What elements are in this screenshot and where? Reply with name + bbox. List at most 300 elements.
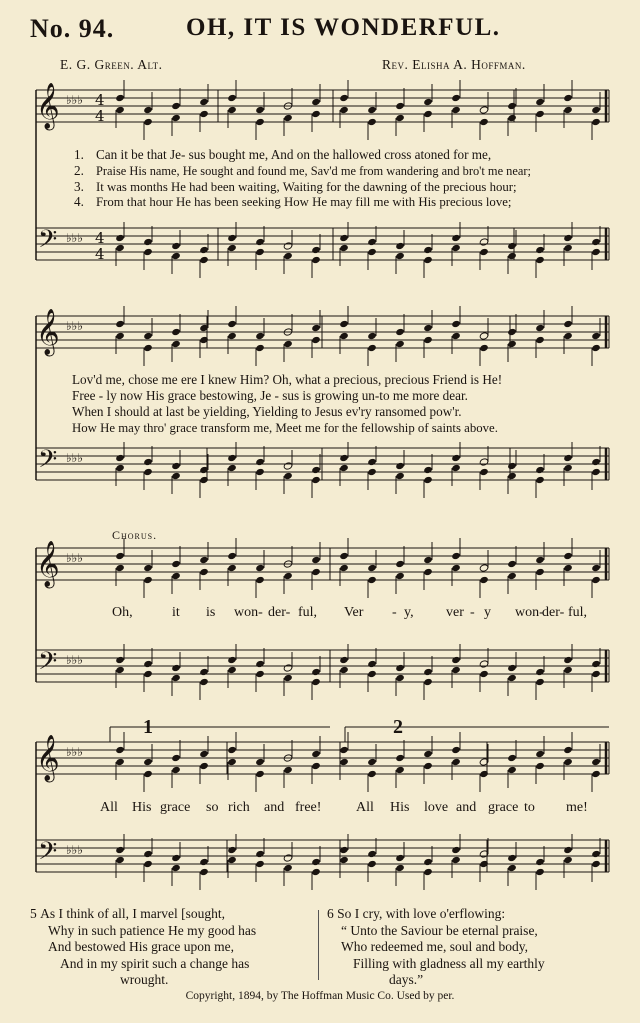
note-head	[311, 858, 321, 866]
note-head	[227, 552, 237, 560]
note-head	[283, 674, 293, 682]
note-head	[591, 118, 601, 126]
note-head	[507, 674, 517, 682]
note-head	[395, 340, 405, 348]
note-head	[199, 110, 209, 118]
note-head	[143, 118, 153, 126]
note-head	[339, 244, 349, 252]
note-head	[395, 328, 405, 336]
note-head	[171, 472, 181, 480]
note-head	[451, 846, 461, 854]
note-head	[423, 256, 433, 264]
note-head	[479, 238, 489, 246]
note-head	[199, 256, 209, 264]
lyric-syllable: it	[172, 605, 180, 620]
note-head	[283, 252, 293, 260]
note-head	[563, 234, 573, 242]
note-head	[367, 248, 377, 256]
note-head	[535, 868, 545, 876]
note-head	[339, 746, 349, 754]
note-head	[199, 762, 209, 770]
note-head	[563, 564, 573, 572]
note-head	[507, 102, 517, 110]
note-head	[507, 854, 517, 862]
note-head	[535, 556, 545, 564]
note-head	[171, 560, 181, 568]
note-head	[423, 556, 433, 564]
key-signature: ♭♭♭	[66, 93, 83, 107]
note-head	[563, 464, 573, 472]
note-head	[171, 252, 181, 260]
note-head	[255, 660, 265, 668]
note-head	[451, 464, 461, 472]
note-head	[591, 332, 601, 340]
note-head	[311, 98, 321, 106]
note-head	[423, 668, 433, 676]
note-head	[479, 564, 489, 572]
verse-2-line-2: Free - ly now His grace bestowing, Je - sus is growing un-to me more dear.	[72, 388, 468, 403]
note-head	[339, 454, 349, 462]
treble-clef: 𝄞	[36, 309, 60, 355]
note-head	[479, 576, 489, 584]
note-head	[143, 106, 153, 114]
note-head	[255, 458, 265, 466]
note-head	[115, 94, 125, 102]
note-head	[227, 454, 237, 462]
note-head	[591, 576, 601, 584]
note-head	[451, 454, 461, 462]
note-head	[563, 552, 573, 560]
note-head	[535, 98, 545, 106]
note-head	[423, 750, 433, 758]
note-head	[115, 564, 125, 572]
note-head	[339, 666, 349, 674]
note-head	[395, 864, 405, 872]
key-signature: ♭♭♭	[66, 451, 83, 465]
copyright-notice: Copyright, 1894, by The Hoffman Music Co. Used by per.	[185, 990, 455, 1002]
lyric-syllable: won-	[234, 605, 263, 620]
note-head	[591, 468, 601, 476]
note-head	[535, 476, 545, 484]
note-head	[255, 860, 265, 868]
treble-clef: 𝄞	[36, 541, 60, 587]
stanza-5: 5 As I think of all, I marvel [sought, Why in such patience He my good has And bestowed His grace upon me, And in my spirit such a change has wrought.	[30, 906, 257, 987]
note-head	[451, 856, 461, 864]
note-head	[115, 846, 125, 854]
key-signature: ♭♭♭	[66, 653, 83, 667]
note-head	[591, 770, 601, 778]
note-head	[591, 660, 601, 668]
note-head	[115, 320, 125, 328]
note-head	[479, 660, 489, 668]
note-head	[535, 256, 545, 264]
note-head	[423, 568, 433, 576]
note-head	[311, 110, 321, 118]
note-head	[255, 248, 265, 256]
verse-4-line-2: How He may thro' grace transform me, Meet me for the fellowship of saints above.	[72, 421, 498, 435]
note-head	[115, 332, 125, 340]
note-head	[451, 552, 461, 560]
note-head	[367, 468, 377, 476]
note-head	[283, 664, 293, 672]
note-head	[479, 458, 489, 466]
lyric-syllable: grace	[488, 800, 519, 815]
note-head	[395, 674, 405, 682]
note-head	[507, 462, 517, 470]
note-head	[339, 106, 349, 114]
note-head	[255, 564, 265, 572]
note-head	[591, 564, 601, 572]
note-head	[227, 666, 237, 674]
note-head	[199, 668, 209, 676]
note-head	[143, 576, 153, 584]
note-head	[423, 466, 433, 474]
note-head	[143, 660, 153, 668]
note-head	[507, 664, 517, 672]
note-head	[591, 238, 601, 246]
note-head	[451, 656, 461, 664]
note-head	[143, 670, 153, 678]
note-head	[311, 568, 321, 576]
note-head	[535, 466, 545, 474]
note-head	[115, 106, 125, 114]
stanza-divider	[318, 910, 319, 980]
lyric-syllable: y,	[404, 605, 414, 620]
note-head	[171, 328, 181, 336]
note-head	[423, 246, 433, 254]
note-head	[255, 576, 265, 584]
lyric-syllable: grace	[160, 800, 191, 815]
note-head	[451, 758, 461, 766]
second-ending-number: 2	[393, 716, 403, 738]
note-head	[283, 114, 293, 122]
note-head	[311, 476, 321, 484]
note-head	[227, 234, 237, 242]
note-head	[591, 248, 601, 256]
time-signature: 4	[95, 107, 105, 125]
note-head	[143, 564, 153, 572]
note-head	[423, 762, 433, 770]
note-head	[143, 248, 153, 256]
note-head	[367, 860, 377, 868]
note-head	[143, 344, 153, 352]
note-head	[479, 118, 489, 126]
note-head	[395, 766, 405, 774]
note-head	[283, 766, 293, 774]
note-head	[451, 244, 461, 252]
stanza-6: 6 So I cry, with love o'erflowing: “ Unto the Saviour be eternal praise, Who redeemed me, soul and body, Filling with gladness all my earthly days.”	[327, 906, 545, 987]
note-head	[367, 850, 377, 858]
lyric-syllable: Ver	[344, 605, 364, 620]
note-head	[171, 674, 181, 682]
note-head	[115, 244, 125, 252]
note-head	[227, 746, 237, 754]
note-head	[507, 328, 517, 336]
note-head	[171, 864, 181, 872]
note-head	[199, 556, 209, 564]
note-head	[339, 564, 349, 572]
note-head	[283, 472, 293, 480]
author-credit: Rev. Elisha A. Hoffman.	[382, 57, 526, 72]
note-head	[143, 770, 153, 778]
lyric-syllable: so	[206, 800, 219, 815]
treble-clef: 𝄞	[36, 735, 60, 781]
lyric-syllable: and	[456, 800, 477, 815]
note-head	[283, 340, 293, 348]
note-head	[423, 678, 433, 686]
lyric-syllable: -	[470, 605, 475, 620]
note-head	[451, 106, 461, 114]
note-head	[143, 758, 153, 766]
note-head	[255, 850, 265, 858]
note-head	[115, 856, 125, 864]
note-head	[311, 246, 321, 254]
note-head	[563, 666, 573, 674]
note-head	[227, 656, 237, 664]
bass-clef: 𝄢	[38, 445, 58, 480]
note-head	[535, 568, 545, 576]
lyric-syllable: der-	[542, 605, 565, 620]
note-head	[451, 746, 461, 754]
note-head	[423, 110, 433, 118]
note-head	[535, 668, 545, 676]
note-head	[227, 856, 237, 864]
lyric-syllable: y	[484, 605, 491, 620]
key-signature: ♭♭♭	[66, 843, 83, 857]
note-head	[367, 660, 377, 668]
note-head	[311, 256, 321, 264]
note-head	[283, 572, 293, 580]
note-head	[535, 336, 545, 344]
note-head	[171, 572, 181, 580]
note-head	[143, 458, 153, 466]
note-head	[535, 858, 545, 866]
note-head	[395, 114, 405, 122]
note-head	[563, 94, 573, 102]
note-head	[339, 856, 349, 864]
note-head	[311, 466, 321, 474]
note-head	[367, 576, 377, 584]
note-head	[423, 324, 433, 332]
note-head	[143, 332, 153, 340]
verse-4-line-1: 4. From that hour He has been seeking How He may fill me with His precious love;	[74, 194, 512, 209]
note-head	[171, 766, 181, 774]
note-head	[535, 246, 545, 254]
note-head	[255, 332, 265, 340]
note-head	[535, 762, 545, 770]
note-head	[283, 854, 293, 862]
note-head	[115, 666, 125, 674]
note-head	[115, 746, 125, 754]
note-head	[507, 472, 517, 480]
note-head	[451, 234, 461, 242]
note-head	[479, 670, 489, 678]
note-head	[395, 252, 405, 260]
note-head	[451, 666, 461, 674]
note-head	[311, 324, 321, 332]
note-head	[339, 320, 349, 328]
note-head	[143, 238, 153, 246]
note-head	[395, 664, 405, 672]
note-head	[227, 464, 237, 472]
lyric-syllable: His	[390, 800, 410, 815]
note-head	[591, 860, 601, 868]
note-head	[255, 670, 265, 678]
note-head	[591, 850, 601, 858]
note-head	[367, 758, 377, 766]
note-head	[423, 336, 433, 344]
lyric-syllable: der-	[268, 605, 291, 620]
note-head	[199, 98, 209, 106]
note-head	[339, 552, 349, 560]
note-head	[507, 754, 517, 762]
time-signature: 4	[95, 91, 105, 109]
note-head	[479, 344, 489, 352]
note-head	[227, 332, 237, 340]
note-head	[311, 556, 321, 564]
bass-clef: 𝄢	[38, 647, 58, 682]
note-head	[395, 854, 405, 862]
note-head	[311, 868, 321, 876]
note-head	[311, 750, 321, 758]
note-head	[479, 468, 489, 476]
note-head	[255, 238, 265, 246]
key-signature: ♭♭♭	[66, 551, 83, 565]
lyric-syllable: won-	[515, 605, 544, 620]
note-head	[535, 678, 545, 686]
note-head	[367, 670, 377, 678]
note-head	[171, 340, 181, 348]
note-head	[339, 94, 349, 102]
note-head	[227, 106, 237, 114]
note-head	[451, 320, 461, 328]
note-head	[283, 864, 293, 872]
lyric-syllable: All	[100, 800, 118, 815]
note-head	[171, 114, 181, 122]
note-head	[199, 858, 209, 866]
note-head	[367, 118, 377, 126]
note-head	[563, 244, 573, 252]
note-head	[115, 552, 125, 560]
note-head	[227, 320, 237, 328]
lyric-syllable: ful,	[298, 605, 318, 620]
note-head	[395, 462, 405, 470]
note-head	[115, 464, 125, 472]
note-head	[591, 758, 601, 766]
first-ending-number: 1	[143, 716, 153, 738]
note-head	[339, 234, 349, 242]
note-head	[367, 344, 377, 352]
lyric-syllable: to	[524, 800, 535, 815]
note-head	[395, 560, 405, 568]
note-head	[199, 868, 209, 876]
note-head	[563, 856, 573, 864]
note-head	[591, 458, 601, 466]
bass-clef: 𝄢	[38, 225, 58, 260]
note-head	[367, 106, 377, 114]
lyric-syllable: me!	[566, 800, 588, 815]
note-head	[367, 238, 377, 246]
note-head	[171, 854, 181, 862]
note-head	[339, 464, 349, 472]
note-head	[507, 252, 517, 260]
verse-3-line-2: When I should at last be yielding, Yielding to Jesus ev'ry ransomed pow'r.	[72, 404, 462, 419]
time-signature: 4	[95, 245, 105, 263]
note-head	[115, 454, 125, 462]
note-head	[395, 102, 405, 110]
note-head	[563, 746, 573, 754]
note-head	[311, 668, 321, 676]
note-head	[563, 106, 573, 114]
note-head	[311, 762, 321, 770]
note-head	[311, 678, 321, 686]
treble-clef: 𝄞	[36, 83, 60, 129]
note-head	[171, 664, 181, 672]
bass-clef: 𝄢	[38, 837, 58, 872]
note-head	[255, 106, 265, 114]
note-head	[507, 572, 517, 580]
note-head	[451, 94, 461, 102]
note-head	[143, 850, 153, 858]
note-head	[563, 454, 573, 462]
note-head	[395, 242, 405, 250]
note-head	[563, 758, 573, 766]
key-signature: ♭♭♭	[66, 319, 83, 333]
note-head	[563, 656, 573, 664]
note-head	[171, 462, 181, 470]
note-head	[507, 560, 517, 568]
note-head	[563, 846, 573, 854]
chorus-label: Chorus.	[112, 528, 158, 542]
note-head	[199, 750, 209, 758]
note-head	[479, 106, 489, 114]
note-head	[171, 242, 181, 250]
note-head	[507, 340, 517, 348]
lyric-syllable: rich	[228, 800, 250, 815]
note-head	[535, 324, 545, 332]
note-head	[115, 234, 125, 242]
note-head	[171, 102, 181, 110]
lyric-syllable: ver	[446, 605, 464, 620]
note-head	[563, 320, 573, 328]
note-head	[255, 758, 265, 766]
note-head	[255, 118, 265, 126]
note-head	[451, 332, 461, 340]
lyric-syllable: free!	[295, 800, 322, 815]
lyric-syllable: ful,	[568, 605, 588, 620]
note-head	[507, 114, 517, 122]
note-head	[227, 758, 237, 766]
note-head	[367, 564, 377, 572]
lyric-syllable: -	[392, 605, 397, 620]
note-head	[423, 98, 433, 106]
note-head	[479, 332, 489, 340]
lyric-syllable: His	[132, 800, 152, 815]
lyric-syllable: All	[356, 800, 374, 815]
hymn-number: No. 94.	[30, 14, 115, 43]
lyric-syllable: Oh,	[112, 605, 133, 620]
note-head	[283, 462, 293, 470]
note-head	[507, 766, 517, 774]
note-head	[227, 94, 237, 102]
note-head	[395, 572, 405, 580]
note-head	[591, 670, 601, 678]
verse-3-line-1: 3. It was months He had been waiting, Waiting for the dawning of the precious hour;	[74, 179, 517, 194]
note-head	[143, 860, 153, 868]
note-head	[339, 332, 349, 340]
note-head	[255, 468, 265, 476]
note-head	[339, 758, 349, 766]
